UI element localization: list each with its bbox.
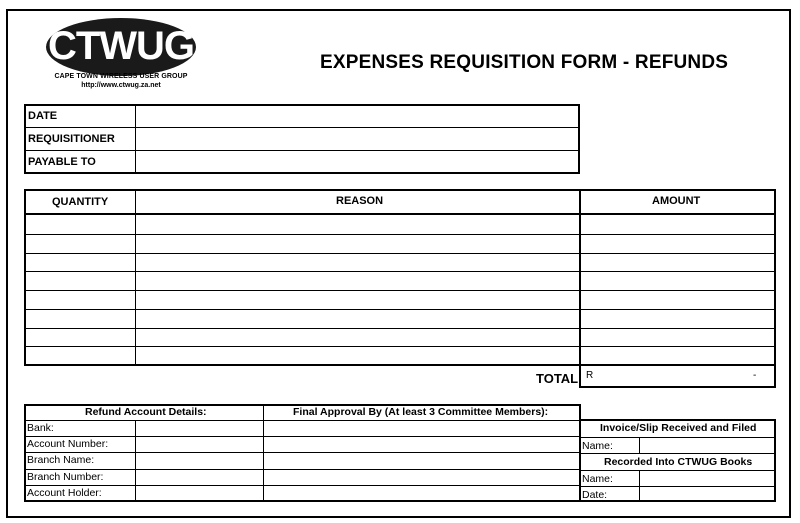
reason-column-header: REASON — [336, 195, 384, 207]
row-4-reason-cell[interactable] — [136, 272, 578, 289]
total-box[interactable] — [579, 364, 776, 388]
refund-field-input-5[interactable] — [136, 486, 262, 500]
requisitioner-field[interactable] — [136, 129, 578, 149]
books-heading: Recorded Into CTWUG Books — [604, 456, 753, 468]
approval-signature-row-3[interactable] — [264, 453, 579, 467]
refund-field-label-1: Bank: — [27, 422, 54, 434]
row-6-amount-cell[interactable] — [581, 310, 775, 327]
total-label: TOTAL — [536, 371, 579, 386]
form-title: EXPENSES REQUISITION FORM - REFUNDS — [320, 52, 729, 73]
row-2-amount-cell[interactable] — [581, 235, 775, 252]
refund-field-label-4: Branch Number: — [27, 471, 104, 483]
row-3-amount-cell[interactable] — [581, 254, 775, 271]
requisitioner-label: REQUISITIONER — [28, 133, 115, 145]
refund-account-heading: Refund Account Details: — [85, 406, 207, 418]
row-8-reason-cell[interactable] — [136, 347, 578, 364]
row-1-amount-cell[interactable] — [581, 216, 775, 233]
row-6-reason-cell[interactable] — [136, 310, 578, 327]
logo-org-name: CAPE TOWN WIRELESS USER GROUP — [54, 73, 188, 80]
refund-field-input-3[interactable] — [136, 453, 262, 467]
row-2-reason-cell[interactable] — [136, 235, 578, 252]
row-1-quantity-cell[interactable] — [26, 216, 136, 233]
payable-to-field[interactable] — [136, 152, 578, 172]
row-5-reason-cell[interactable] — [136, 291, 578, 308]
row-6-quantity-cell[interactable] — [26, 310, 136, 327]
date-label: DATE — [28, 110, 58, 122]
approval-signature-row-2[interactable] — [264, 437, 579, 451]
payable-to-label: PAYABLE TO — [28, 156, 96, 168]
row-7-reason-cell[interactable] — [136, 329, 578, 346]
final-approval-heading: Final Approval By (At least 3 Committee Members): — [293, 406, 549, 418]
quantity-column-header: QUANTITY — [52, 196, 109, 208]
refund-field-label-5: Account Holder: — [27, 487, 102, 499]
books-date-field[interactable] — [640, 487, 774, 501]
approval-signature-row-1[interactable] — [264, 421, 579, 435]
invoice-name-field[interactable] — [640, 438, 774, 453]
refund-field-input-2[interactable] — [136, 437, 262, 451]
row-2-quantity-cell[interactable] — [26, 235, 136, 252]
row-3-quantity-cell[interactable] — [26, 254, 136, 271]
row-4-amount-cell[interactable] — [581, 272, 775, 289]
logo-url: http://www.ctwug.za.net — [81, 82, 161, 89]
books-date-label: Date: — [582, 489, 608, 501]
amount-column-header: AMOUNT — [652, 195, 701, 207]
refund-field-input-4[interactable] — [136, 470, 262, 484]
books-name-label: Name: — [582, 473, 613, 485]
invoice-heading: Invoice/Slip Received and Filed — [600, 422, 757, 434]
row-8-quantity-cell[interactable] — [26, 347, 136, 364]
approval-signature-row-5[interactable] — [264, 486, 579, 500]
approval-signature-row-4[interactable] — [264, 470, 579, 484]
date-field[interactable] — [136, 106, 578, 126]
row-3-reason-cell[interactable] — [136, 254, 578, 271]
row-5-quantity-cell[interactable] — [26, 291, 136, 308]
total-currency: R — [586, 370, 594, 381]
total-value: - — [753, 370, 757, 381]
row-8-amount-cell[interactable] — [581, 347, 775, 364]
refund-field-input-1[interactable] — [136, 421, 262, 435]
row-1-reason-cell[interactable] — [136, 216, 578, 233]
row-7-quantity-cell[interactable] — [26, 329, 136, 346]
refund-field-label-2: Account Number: — [27, 438, 109, 450]
refund-field-label-3: Branch Name: — [27, 454, 95, 466]
row-5-amount-cell[interactable] — [581, 291, 775, 308]
invoice-name-label: Name: — [582, 440, 613, 452]
logo-brand-text: CTWUG — [47, 24, 195, 68]
row-4-quantity-cell[interactable] — [26, 272, 136, 289]
row-7-amount-cell[interactable] — [581, 329, 775, 346]
books-name-field[interactable] — [640, 471, 774, 486]
